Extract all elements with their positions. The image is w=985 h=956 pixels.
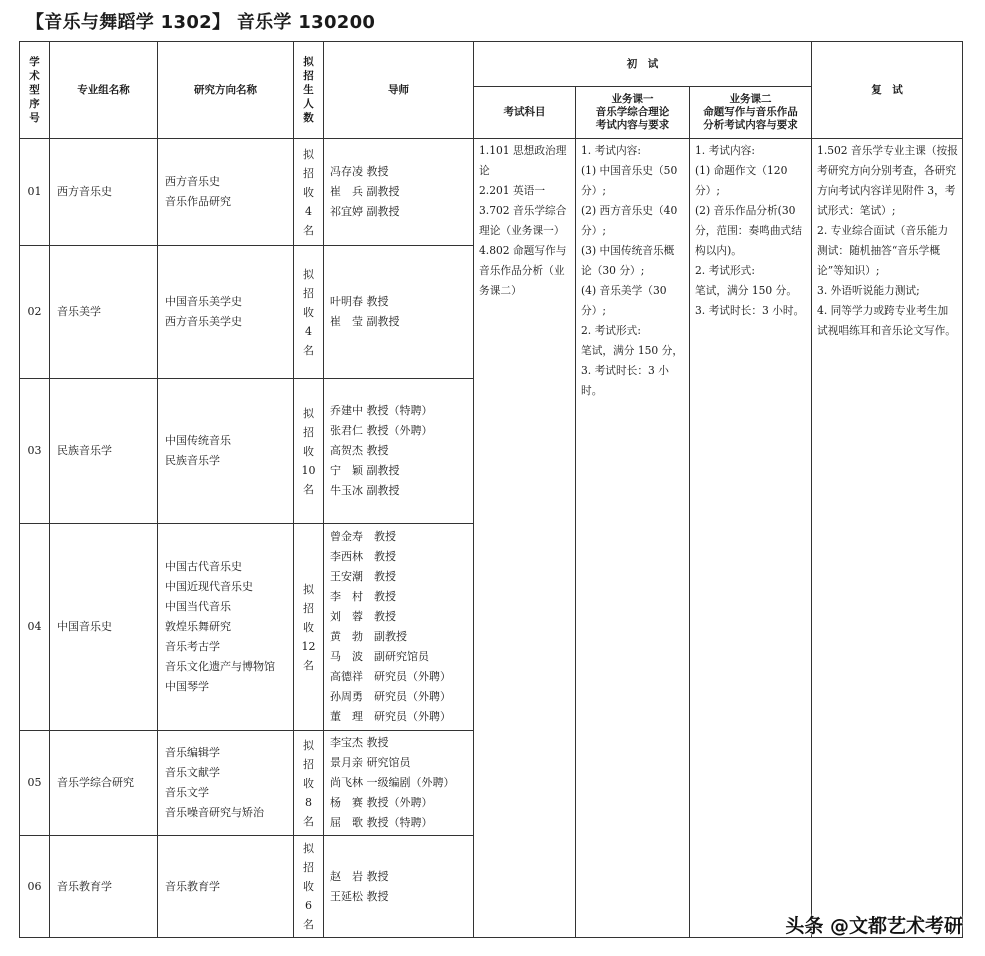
page-title: 【音乐与舞蹈学 1302】 音乐学 130200 — [26, 12, 376, 33]
row-seq: 02 — [20, 246, 50, 379]
header-subjects: 考试科目 — [474, 87, 576, 139]
table-row — [20, 139, 963, 246]
row-group: 音乐教育学 — [50, 836, 158, 938]
header-direction: 研究方向名称 — [158, 42, 294, 139]
header-course1: 业务课一 音乐学综合理论 考试内容与要求 — [576, 87, 690, 139]
row-seq: 06 — [20, 836, 50, 938]
row-directions: 音乐教育学 — [158, 836, 294, 938]
retest-content: 1.502 音乐学专业主课（按报考研究方向分别考查，各研究方向考试内容详见附件 3，考试形式：笔试）; 2. 专业综合面试（音乐能力测试：随机抽答“音乐学概论”等知识）; 3. 外语听说能力测试; 4. 同等学力或跨专业考生加试视唱练耳和音乐论文写作。 — [812, 139, 963, 938]
row-directions: 中国古代音乐史 中国近现代音乐史 中国当代音乐 敦煌乐舞研究 音乐考古学 音乐文化遗产与博物馆 中国琴学 — [158, 524, 294, 731]
row-group: 西方音乐史 — [50, 139, 158, 246]
header-course2: 业务课二 命题写作与音乐作品 分析考试内容与要求 — [690, 87, 812, 139]
row-directions: 西方音乐史 音乐作品研究 — [158, 139, 294, 246]
header-advisors: 导师 — [324, 42, 474, 139]
row-advisors: 李宝杰 教授 景月亲 研究馆员 尚飞林 一级编剧（外聘） 杨 赛 教授（外聘） 屈 歌 教授（特聘） — [324, 731, 474, 836]
row-advisors: 曾金寿 教授 李西林 教授 王安潮 教授 李 村 教授 刘 蓉 教授 黄 勃 副教授 马 波 副研究馆员 高德祥 研究员（外聘） 孙周勇 研究员（外聘） 董 理 研究员（外聘） — [324, 524, 474, 731]
row-directions: 中国传统音乐 民族音乐学 — [158, 379, 294, 524]
row-directions: 中国音乐美学史 西方音乐美学史 — [158, 246, 294, 379]
row-group: 中国音乐史 — [50, 524, 158, 731]
row-advisors: 冯存凌 教授 崔 兵 副教授 祁宜婷 副教授 — [324, 139, 474, 246]
row-advisors: 赵 岩 教授 王延松 教授 — [324, 836, 474, 938]
row-quota: 拟 招 收 4 名 — [294, 246, 324, 379]
row-quota: 拟 招 收 6 名 — [294, 836, 324, 938]
row-quota: 拟 招 收 8 名 — [294, 731, 324, 836]
row-seq: 05 — [20, 731, 50, 836]
row-seq: 01 — [20, 139, 50, 246]
row-directions: 音乐编辑学 音乐文献学 音乐文学 音乐噪音研究与矫治 — [158, 731, 294, 836]
header-seq: 学 术 型 序 号 — [20, 42, 50, 139]
header-quota: 拟 招 生 人 数 — [294, 42, 324, 139]
row-seq: 03 — [20, 379, 50, 524]
row-quota: 拟 招 收 12 名 — [294, 524, 324, 731]
course1-content: 1. 考试内容: (1) 中国音乐史（50 分）; (2) 西方音乐史（40 分）; (3) 中国传统音乐概论（30 分）; (4) 音乐美学（30 分）; 2. 考试形式: 笔试，满分 150 分， 3. 考试时长：3 小时。 — [576, 139, 690, 938]
admissions-table — [19, 41, 963, 938]
row-advisors: 叶明春 教授 崔 莹 副教授 — [324, 246, 474, 379]
watermark: 头条 @文都艺术考研 — [785, 915, 963, 937]
row-quota: 拟 招 收 10 名 — [294, 379, 324, 524]
row-quota: 拟 招 收 4 名 — [294, 139, 324, 246]
header-group: 专业组名称 — [50, 42, 158, 139]
row-group: 音乐学综合研究 — [50, 731, 158, 836]
row-advisors: 乔建中 教授（特聘） 张君仁 教授（外聘） 高贺杰 教授 宁 颖 副教授 牛玉冰 副教授 — [324, 379, 474, 524]
row-seq: 04 — [20, 524, 50, 731]
exam-subjects: 1.101 思想政治理论 2.201 英语一 3.702 音乐学综合理论（业务课一） 4.802 命题写作与音乐作品分析（业务课二） — [474, 139, 576, 938]
header-initial: 初 试 — [474, 42, 812, 87]
course2-content: 1. 考试内容: (1) 命题作文（120 分）; (2) 音乐作品分析(30 分，范围：奏鸣曲式结构以内)。 2. 考试形式: 笔试，满分 150 分。 3. 考试时长：3 小时。 — [690, 139, 812, 938]
header-retest: 复 试 — [812, 42, 963, 139]
row-group: 音乐美学 — [50, 246, 158, 379]
row-group: 民族音乐学 — [50, 379, 158, 524]
